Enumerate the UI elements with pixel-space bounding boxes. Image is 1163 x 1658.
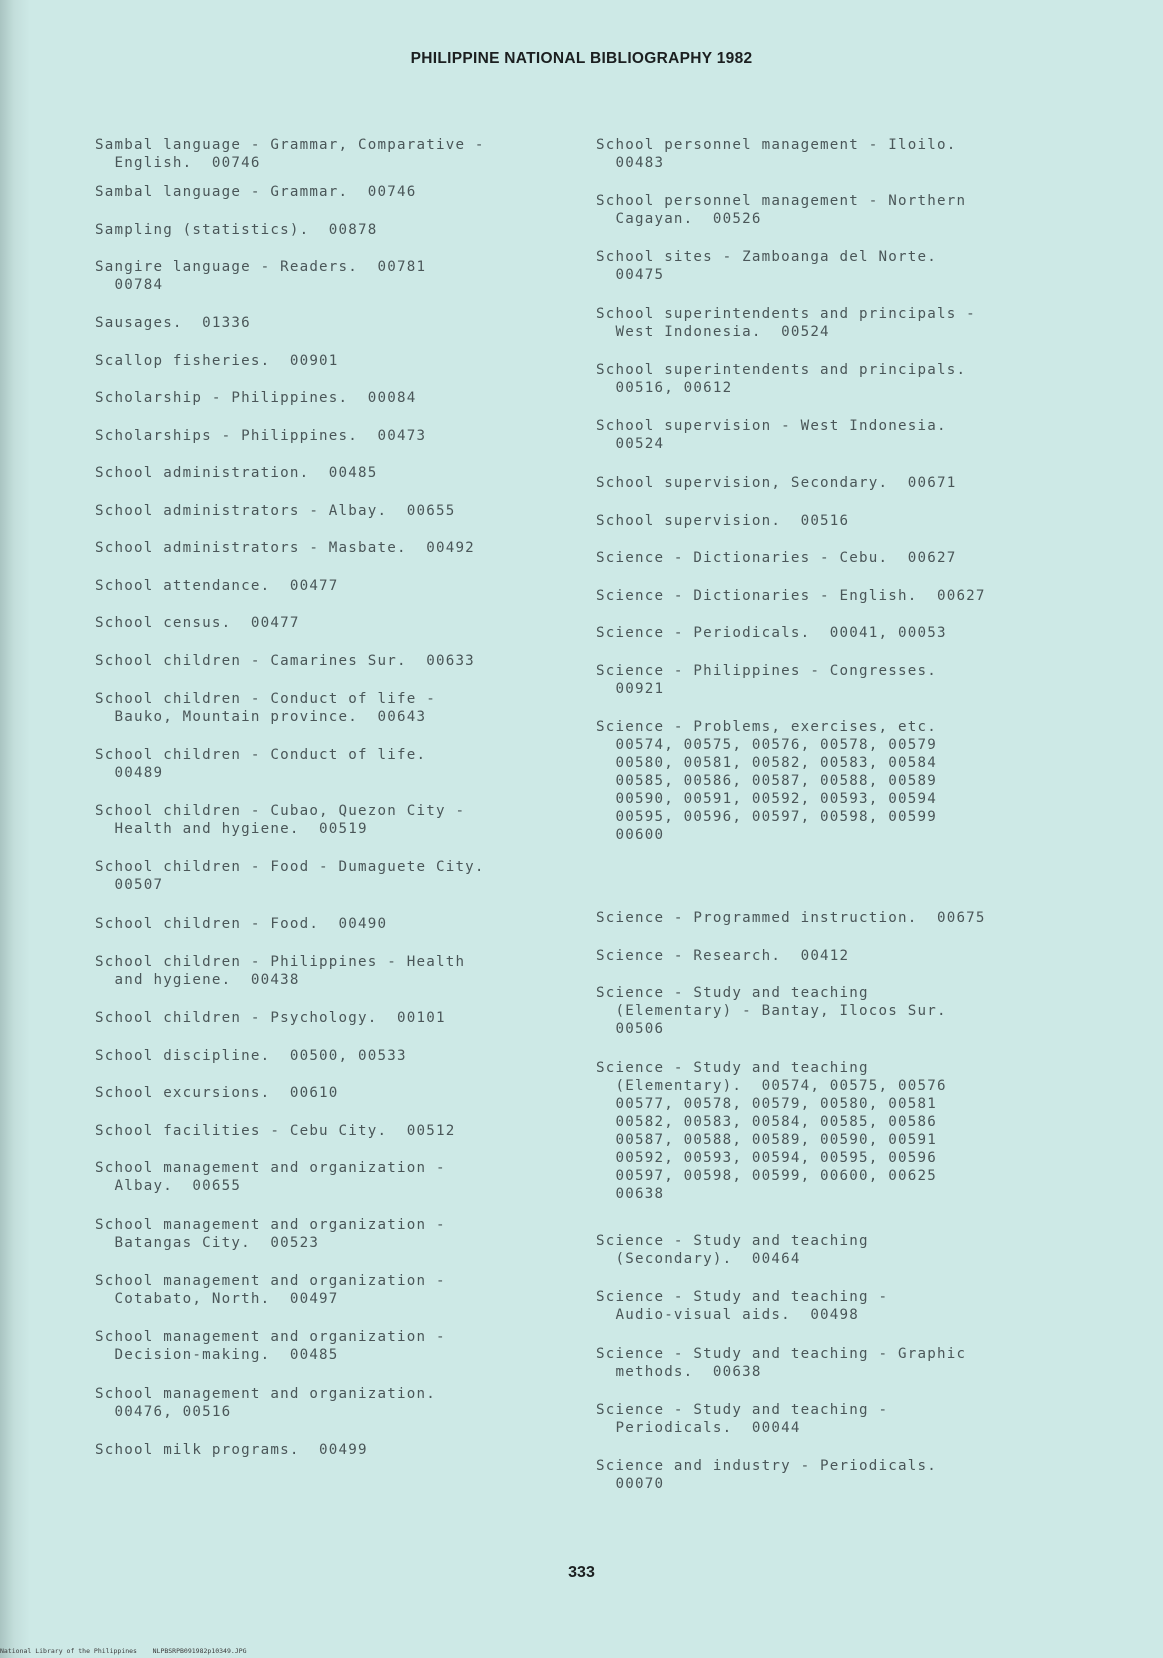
- index-entry: Science - Dictionaries - English. 00627: [596, 588, 986, 604]
- index-entry: School children - Food - Dumaguete City. 00507: [95, 859, 485, 893]
- page-number: 333: [568, 1564, 595, 1581]
- index-entry: School supervision. 00516: [596, 513, 850, 529]
- index-entry: Science - Periodicals. 00041, 00053: [596, 625, 947, 641]
- index-entry: Scallop fisheries. 00901: [95, 353, 339, 369]
- index-entry: School management and organization - Decision-making. 00485: [95, 1329, 446, 1363]
- index-entry: Science - Programmed instruction. 00675: [596, 910, 986, 926]
- index-entry: School children - Cubao, Quezon City - Health and hygiene. 00519: [95, 803, 466, 837]
- index-entry: Science - Study and teaching - Periodicals. 00044: [596, 1402, 889, 1436]
- index-entry: Science - Problems, exercises, etc. 00574, 00575, 00576, 00578, 00579 00580, 00581, 00582, 00583, 00584 00585, 00586, 00587, 00588, 00589 00590, 00591, 00592, 00593, 00594 00595, 00596, 00597, 00598, 00599 00600: [596, 719, 937, 843]
- index-entry: Scholarships - Philippines. 00473: [95, 428, 427, 444]
- index-entry: School management and organization - Batangas City. 00523: [95, 1217, 446, 1251]
- index-entry: Science - Study and teaching (Elementary) - Bantay, Ilocos Sur. 00506: [596, 985, 947, 1037]
- index-entry: School attendance. 00477: [95, 578, 339, 594]
- index-entry: Science - Philippines - Congresses. 00921: [596, 663, 937, 697]
- index-entry: School supervision, Secondary. 00671: [596, 475, 957, 491]
- index-entry: Science - Dictionaries - Cebu. 00627: [596, 550, 957, 566]
- index-entry: School personnel management - Iloilo. 00483: [596, 137, 957, 171]
- index-entry: School children - Food. 00490: [95, 916, 388, 932]
- index-entry: Sambal language - Grammar. 00746: [95, 184, 417, 200]
- index-entry: School discipline. 00500, 00533: [95, 1048, 407, 1064]
- index-entry: Science - Study and teaching (Secondary). 00464: [596, 1233, 869, 1267]
- index-entry: Sampling (statistics). 00878: [95, 222, 378, 238]
- page-title: PHILIPPINE NATIONAL BIBLIOGRAPHY 1982: [410, 50, 753, 67]
- index-entry: School excursions. 00610: [95, 1085, 339, 1101]
- index-entry: School milk programs. 00499: [95, 1442, 368, 1458]
- index-entry: School sites - Zamboanga del Norte. 00475: [596, 249, 937, 283]
- index-entry: School administration. 00485: [95, 465, 378, 481]
- index-entry: Science - Study and teaching - Graphic methods. 00638: [596, 1346, 967, 1380]
- index-entry: School facilities - Cebu City. 00512: [95, 1123, 456, 1139]
- scan-footer: National Library of the Philippines NLPBSRPB091982p10349.JPG: [0, 1647, 247, 1655]
- index-entry: School superintendents and principals - West Indonesia. 00524: [596, 306, 976, 340]
- index-entry: School administrators - Masbate. 00492: [95, 540, 475, 556]
- index-entry: Sangire language - Readers. 00781 00784: [95, 259, 427, 293]
- index-entry: School children - Camarines Sur. 00633: [95, 653, 475, 669]
- index-entry: Sausages. 01336: [95, 315, 251, 331]
- index-entry: Science - Study and teaching - Audio-visual aids. 00498: [596, 1289, 889, 1323]
- index-entry: School children - Philippines - Health and hygiene. 00438: [95, 954, 466, 988]
- index-entry: School management and organization - Albay. 00655: [95, 1160, 446, 1194]
- index-entry: Scholarship - Philippines. 00084: [95, 390, 417, 406]
- index-entry: School administrators - Albay. 00655: [95, 503, 456, 519]
- index-entry: Science - Study and teaching (Elementary). 00574, 00575, 00576 00577, 00578, 00579, 00580, 00581 00582, 00583, 00584, 00585, 00586 00587, 00588, 00589, 00590, 00591 00592, 00593, 00594, 00595, 00596 00597, 00598, 00599, 00600, 00625 00638: [596, 1060, 947, 1202]
- index-entry: School census. 00477: [95, 615, 300, 631]
- index-entry: School children - Conduct of life. 00489: [95, 747, 427, 781]
- index-entry: School management and organization. 00476, 00516: [95, 1386, 436, 1420]
- index-entry: School children - Psychology. 00101: [95, 1010, 446, 1026]
- index-entry: School superintendents and principals. 00516, 00612: [596, 362, 967, 396]
- index-entry: Science - Research. 00412: [596, 948, 850, 964]
- index-entry: School management and organization - Cotabato, North. 00497: [95, 1273, 446, 1307]
- index-entry: Science and industry - Periodicals. 00070: [596, 1458, 937, 1492]
- index-entry: School children - Conduct of life - Bauko, Mountain province. 00643: [95, 691, 436, 725]
- index-entry: School supervision - West Indonesia. 00524: [596, 418, 947, 452]
- index-entry: School personnel management - Northern Cagayan. 00526: [596, 193, 967, 227]
- index-entry: Sambal language - Grammar, Comparative - English. 00746: [95, 137, 485, 171]
